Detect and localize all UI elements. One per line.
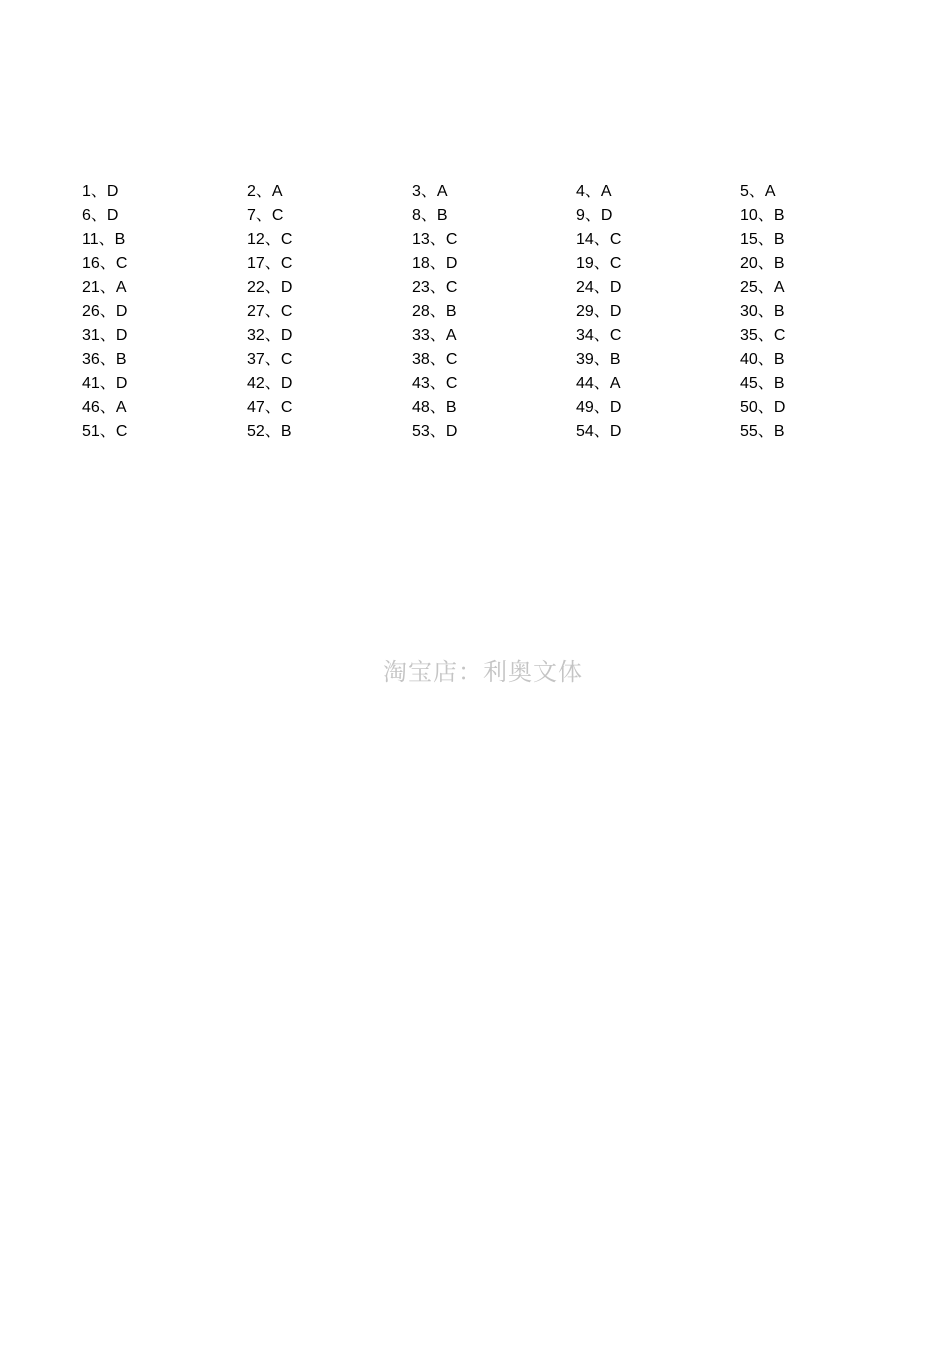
question-number: 53: [412, 423, 430, 440]
answer-row: [82, 348, 842, 372]
separator-mark: 、: [264, 303, 281, 320]
question-number: 30: [740, 303, 758, 320]
answer-item: [740, 300, 784, 324]
answer-letter: B: [773, 231, 785, 248]
answer-item: [247, 396, 292, 420]
answer-letter: B: [280, 423, 292, 440]
separator-mark: 、: [593, 423, 610, 440]
separator-mark: 、: [99, 375, 116, 392]
question-number: 9: [576, 207, 585, 224]
answer-item: [576, 276, 621, 300]
separator-mark: 、: [593, 327, 610, 344]
question-number: 24: [576, 279, 594, 296]
answer-letter: A: [600, 183, 612, 200]
question-number: 35: [740, 327, 758, 344]
answer-row: [82, 324, 842, 348]
answer-letter: D: [609, 303, 622, 320]
separator-mark: 、: [98, 231, 115, 248]
question-number: 7: [247, 207, 256, 224]
question-number: 26: [82, 303, 100, 320]
watermark-text: 淘宝店：利奥文体: [383, 658, 583, 686]
answer-letter: B: [445, 399, 457, 416]
question-number: 47: [247, 399, 265, 416]
question-number: 25: [740, 279, 758, 296]
answer-item: [576, 372, 620, 396]
answer-letter: A: [764, 183, 776, 200]
answer-item: [247, 420, 291, 444]
separator-mark: 、: [429, 279, 446, 296]
separator-mark: 、: [429, 375, 446, 392]
separator-mark: 、: [429, 423, 446, 440]
question-number: 6: [82, 207, 91, 224]
separator-mark: 、: [429, 351, 446, 368]
answer-item: [576, 324, 621, 348]
answer-item: [247, 204, 283, 228]
answer-item: [247, 252, 292, 276]
separator-mark: 、: [99, 279, 116, 296]
answer-letter: D: [609, 423, 622, 440]
answer-item: [740, 228, 784, 252]
separator-mark: 、: [99, 423, 116, 440]
question-number: 52: [247, 423, 265, 440]
answer-letter: C: [609, 255, 622, 272]
question-number: 41: [82, 375, 100, 392]
answer-letter: D: [115, 327, 128, 344]
answer-letter: D: [600, 207, 613, 224]
question-number: 40: [740, 351, 758, 368]
answer-letter: C: [280, 399, 293, 416]
question-number: 50: [740, 399, 758, 416]
question-number: 38: [412, 351, 430, 368]
question-number: 23: [412, 279, 430, 296]
question-number: 45: [740, 375, 758, 392]
question-number: 11: [82, 231, 99, 248]
separator-mark: 、: [593, 231, 610, 248]
answer-letter: C: [271, 207, 284, 224]
answer-item: [247, 324, 292, 348]
answer-item: [576, 396, 621, 420]
question-number: 34: [576, 327, 594, 344]
question-number: 39: [576, 351, 594, 368]
answer-item: [247, 372, 292, 396]
answer-letter: B: [114, 231, 126, 248]
answer-letter: B: [773, 255, 785, 272]
answer-item: [576, 180, 612, 204]
answer-letter: B: [773, 207, 785, 224]
answer-letter: B: [609, 351, 621, 368]
answer-item: [740, 396, 785, 420]
separator-mark: 、: [255, 183, 272, 200]
answer-letter: A: [115, 399, 127, 416]
separator-mark: 、: [264, 231, 281, 248]
answer-item: [82, 252, 127, 276]
answer-letter: D: [445, 423, 458, 440]
question-number: 42: [247, 375, 265, 392]
answer-item: [82, 324, 127, 348]
question-number: 33: [412, 327, 430, 344]
question-number: 54: [576, 423, 594, 440]
question-number: 55: [740, 423, 758, 440]
question-number: 12: [247, 231, 265, 248]
answer-item: [576, 300, 621, 324]
answer-letter: D: [106, 207, 119, 224]
separator-mark: 、: [593, 399, 610, 416]
question-number: 22: [247, 279, 265, 296]
answer-item: [576, 420, 621, 444]
answer-letter: D: [106, 183, 119, 200]
answer-letter: C: [445, 351, 458, 368]
answer-item: [82, 204, 118, 228]
answer-item: [412, 420, 457, 444]
answer-letter: C: [115, 255, 128, 272]
answer-item: [82, 228, 125, 252]
answer-item: [740, 204, 784, 228]
answer-item: [247, 180, 283, 204]
answer-item: [82, 276, 126, 300]
separator-mark: 、: [429, 231, 446, 248]
answer-item: [82, 348, 126, 372]
answer-item: [576, 204, 612, 228]
question-number: 46: [82, 399, 100, 416]
answer-letter: D: [115, 303, 128, 320]
separator-mark: 、: [757, 351, 774, 368]
answer-row: [82, 228, 842, 252]
answer-item: [576, 252, 621, 276]
answer-letter: D: [115, 375, 128, 392]
answer-row: [82, 252, 842, 276]
answer-letter: B: [436, 207, 448, 224]
answer-item: [412, 204, 448, 228]
separator-mark: 、: [90, 183, 107, 200]
separator-mark: 、: [584, 183, 601, 200]
answer-item: [82, 372, 127, 396]
separator-mark: 、: [99, 399, 116, 416]
answer-item: [412, 396, 456, 420]
separator-mark: 、: [420, 183, 437, 200]
answer-item: [247, 300, 292, 324]
question-number: 48: [412, 399, 430, 416]
answer-row: [82, 396, 842, 420]
answer-letter: C: [609, 231, 622, 248]
separator-mark: 、: [264, 423, 281, 440]
answer-letter: B: [445, 303, 457, 320]
question-number: 51: [82, 423, 100, 440]
answer-item: [82, 396, 126, 420]
question-number: 3: [412, 183, 421, 200]
separator-mark: 、: [264, 255, 281, 272]
answer-item: [247, 276, 292, 300]
answer-item: [247, 348, 292, 372]
answer-row: [82, 276, 842, 300]
answer-letter: B: [773, 303, 785, 320]
separator-mark: 、: [90, 207, 107, 224]
answer-letter: D: [609, 279, 622, 296]
separator-mark: 、: [757, 423, 774, 440]
separator-mark: 、: [429, 399, 446, 416]
separator-mark: 、: [264, 279, 281, 296]
separator-mark: 、: [429, 303, 446, 320]
answer-letter: A: [436, 183, 448, 200]
question-number: 5: [740, 183, 749, 200]
answer-item: [247, 228, 292, 252]
answer-letter: B: [773, 423, 785, 440]
question-number: 43: [412, 375, 430, 392]
answer-letter: D: [773, 399, 786, 416]
separator-mark: 、: [757, 375, 774, 392]
question-number: 49: [576, 399, 594, 416]
answer-letter: C: [280, 231, 293, 248]
separator-mark: 、: [99, 255, 116, 272]
question-number: 15: [740, 231, 758, 248]
answer-letter: D: [280, 279, 293, 296]
answer-letter: C: [445, 279, 458, 296]
question-number: 2: [247, 183, 256, 200]
answer-letter: C: [445, 231, 458, 248]
separator-mark: 、: [264, 327, 281, 344]
separator-mark: 、: [99, 303, 116, 320]
question-number: 1: [82, 183, 91, 200]
answer-item: [82, 300, 127, 324]
answer-item: [740, 348, 784, 372]
answer-letter: B: [115, 351, 127, 368]
answer-item: [82, 180, 118, 204]
answer-item: [412, 300, 456, 324]
answer-item: [412, 372, 457, 396]
separator-mark: 、: [757, 279, 774, 296]
separator-mark: 、: [593, 375, 610, 392]
answer-letter: C: [280, 303, 293, 320]
question-number: 36: [82, 351, 100, 368]
answer-letter: C: [280, 255, 293, 272]
answer-item: [576, 228, 621, 252]
answer-letter: B: [773, 351, 785, 368]
answer-letter: C: [280, 351, 293, 368]
separator-mark: 、: [420, 207, 437, 224]
separator-mark: 、: [264, 351, 281, 368]
answer-item: [576, 348, 620, 372]
separator-mark: 、: [593, 255, 610, 272]
question-number: 37: [247, 351, 265, 368]
answer-letter: C: [773, 327, 786, 344]
separator-mark: 、: [757, 255, 774, 272]
answer-letter: C: [609, 327, 622, 344]
answer-item: [412, 228, 457, 252]
question-number: 29: [576, 303, 594, 320]
question-number: 20: [740, 255, 758, 272]
question-number: 14: [576, 231, 594, 248]
answer-letter: C: [445, 375, 458, 392]
answer-letter: C: [115, 423, 128, 440]
answer-row: [82, 180, 842, 204]
question-number: 13: [412, 231, 430, 248]
question-number: 10: [740, 207, 758, 224]
separator-mark: 、: [429, 255, 446, 272]
separator-mark: 、: [748, 183, 765, 200]
answer-item: [412, 180, 448, 204]
answer-item: [740, 324, 785, 348]
question-number: 27: [247, 303, 265, 320]
answer-letter: D: [280, 375, 293, 392]
question-number: 21: [82, 279, 100, 296]
question-number: 19: [576, 255, 594, 272]
question-number: 32: [247, 327, 265, 344]
question-number: 18: [412, 255, 430, 272]
question-number: 17: [247, 255, 265, 272]
separator-mark: 、: [757, 399, 774, 416]
answer-row: [82, 420, 842, 444]
separator-mark: 、: [99, 327, 116, 344]
answer-item: [740, 372, 784, 396]
question-number: 28: [412, 303, 430, 320]
answer-item: [740, 420, 784, 444]
separator-mark: 、: [593, 351, 610, 368]
answer-letter: A: [773, 279, 785, 296]
separator-mark: 、: [255, 207, 272, 224]
separator-mark: 、: [757, 303, 774, 320]
answer-letter: A: [609, 375, 621, 392]
answer-letter: A: [115, 279, 127, 296]
separator-mark: 、: [99, 351, 116, 368]
answer-row: [82, 300, 842, 324]
answer-letter: D: [445, 255, 458, 272]
answer-item: [82, 420, 127, 444]
separator-mark: 、: [264, 399, 281, 416]
answer-key-grid: [82, 180, 842, 444]
answer-item: [740, 252, 784, 276]
answer-item: [412, 276, 457, 300]
answer-row: [82, 372, 842, 396]
answer-item: [412, 252, 457, 276]
answer-item: [412, 324, 456, 348]
question-number: 31: [82, 327, 100, 344]
separator-mark: 、: [584, 207, 601, 224]
answer-row: [82, 204, 842, 228]
separator-mark: 、: [429, 327, 446, 344]
question-number: 16: [82, 255, 100, 272]
question-number: 4: [576, 183, 585, 200]
answer-item: [412, 348, 457, 372]
answer-item: [740, 180, 776, 204]
separator-mark: 、: [757, 207, 774, 224]
question-number: 8: [412, 207, 421, 224]
separator-mark: 、: [757, 327, 774, 344]
answer-letter: D: [280, 327, 293, 344]
answer-letter: D: [609, 399, 622, 416]
answer-letter: A: [445, 327, 457, 344]
separator-mark: 、: [593, 279, 610, 296]
separator-mark: 、: [593, 303, 610, 320]
separator-mark: 、: [757, 231, 774, 248]
separator-mark: 、: [264, 375, 281, 392]
answer-item: [740, 276, 784, 300]
question-number: 44: [576, 375, 594, 392]
answer-letter: B: [773, 375, 785, 392]
answer-letter: A: [271, 183, 283, 200]
